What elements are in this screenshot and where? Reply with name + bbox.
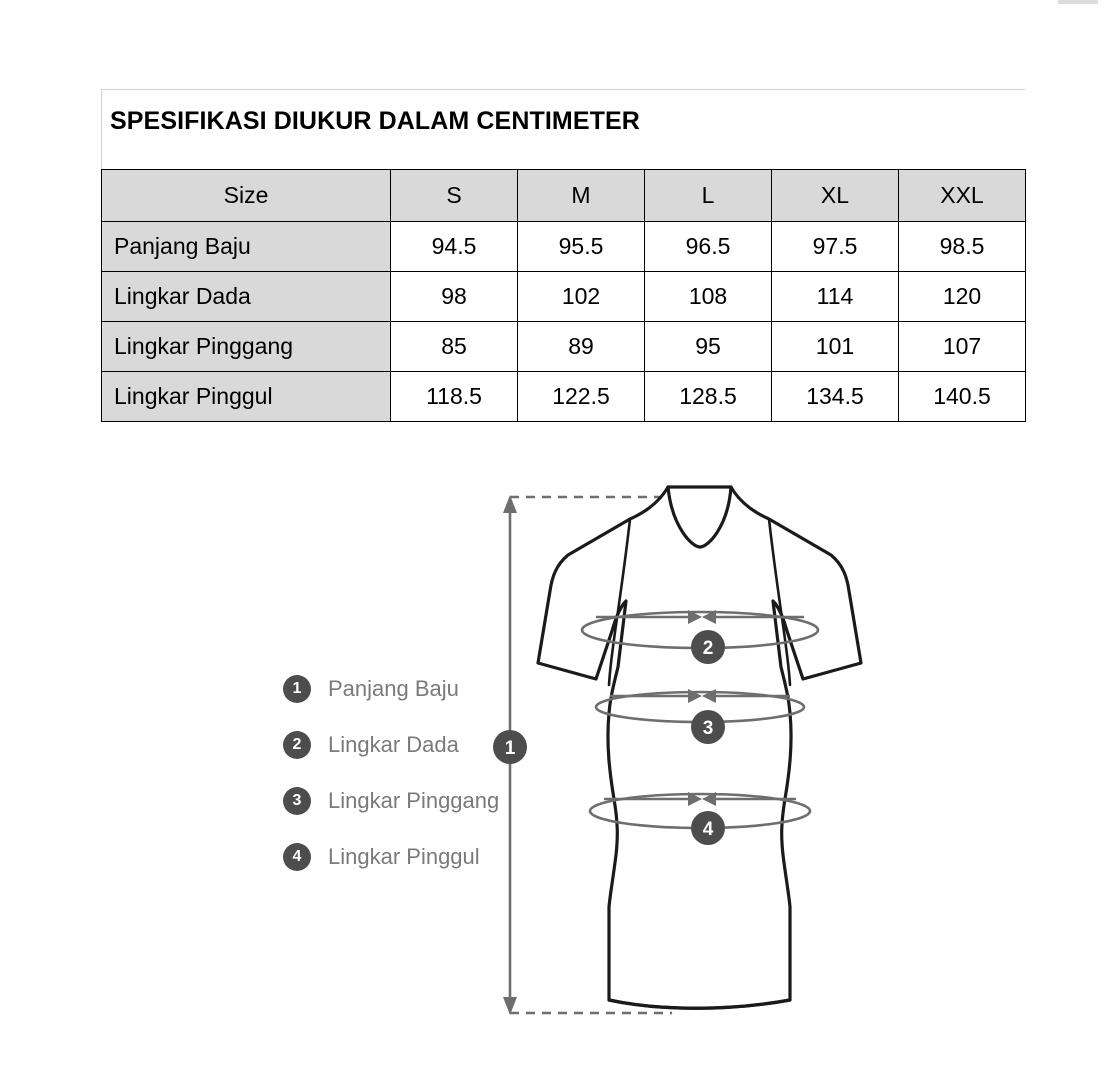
cell-value: 102: [518, 272, 645, 322]
column-header-l: L: [645, 170, 772, 222]
legend-item-label: Panjang Baju: [328, 676, 459, 701]
legend-item-label: Lingkar Pinggang: [328, 788, 500, 813]
legend-item-label: Lingkar Dada: [328, 732, 459, 757]
cell-value: 134.5: [772, 372, 899, 422]
table-row: [102, 372, 1026, 422]
legend-item-label: Lingkar Pinggul: [328, 844, 480, 869]
column-header-s: S: [391, 170, 518, 222]
legend-badge-3-icon: 3: [283, 787, 311, 815]
size-chart: [101, 169, 1026, 422]
table-row: [102, 272, 1026, 322]
dress-outline: [538, 487, 861, 1008]
table-header-row: [102, 170, 1026, 222]
diagram-badge-4-label: 4: [702, 819, 714, 840]
row-label: Lingkar Dada: [102, 272, 391, 322]
legend-badge-4-icon: 4: [283, 843, 311, 871]
cell-value: 98: [391, 272, 518, 322]
cell-value: 95.5: [518, 222, 645, 272]
cell-value: 122.5: [518, 372, 645, 422]
column-header-size: Size: [102, 170, 391, 222]
cell-value: 140.5: [899, 372, 1026, 422]
row-label: Lingkar Pinggul: [102, 372, 391, 422]
dress-body-path: [538, 487, 861, 1008]
legend-badge-2-icon: 2: [283, 731, 311, 759]
table-title-bar: [101, 89, 1026, 169]
cell-value: 98.5: [899, 222, 1026, 272]
diagram-badge-1-label: 1: [504, 738, 516, 759]
cell-value: 94.5: [391, 222, 518, 272]
cell-value: 95: [645, 322, 772, 372]
cell-value: 108: [645, 272, 772, 322]
diagram-badge-2-label: 2: [702, 638, 714, 659]
column-header-xl: XL: [772, 170, 899, 222]
row-label: Panjang Baju: [102, 222, 391, 272]
column-header-xxl: XXL: [899, 170, 1026, 222]
cell-value: 107: [899, 322, 1026, 372]
cell-value: 120: [899, 272, 1026, 322]
legend-badge-1-icon: 1: [283, 675, 311, 703]
size-specification-table: [101, 89, 1026, 422]
page-title: SPESIFIKASI DIUKUR DALAM CENTIMETER: [110, 107, 640, 135]
cell-value: 89: [518, 322, 645, 372]
cell-value: 118.5: [391, 372, 518, 422]
top-edge-artifact: [1058, 0, 1098, 4]
table-row: [102, 222, 1026, 272]
length-measure-marker: [493, 730, 527, 764]
table-row: [102, 322, 1026, 372]
cell-value: 114: [772, 272, 899, 322]
dress-measurement-diagram: [0, 455, 1118, 1075]
cell-value: 85: [391, 322, 518, 372]
column-header-m: M: [518, 170, 645, 222]
row-label: Lingkar Pinggang: [102, 322, 391, 372]
cell-value: 101: [772, 322, 899, 372]
cell-value: 97.5: [772, 222, 899, 272]
diagram-badge-3-label: 3: [702, 718, 714, 739]
cell-value: 128.5: [645, 372, 772, 422]
cell-value: 96.5: [645, 222, 772, 272]
